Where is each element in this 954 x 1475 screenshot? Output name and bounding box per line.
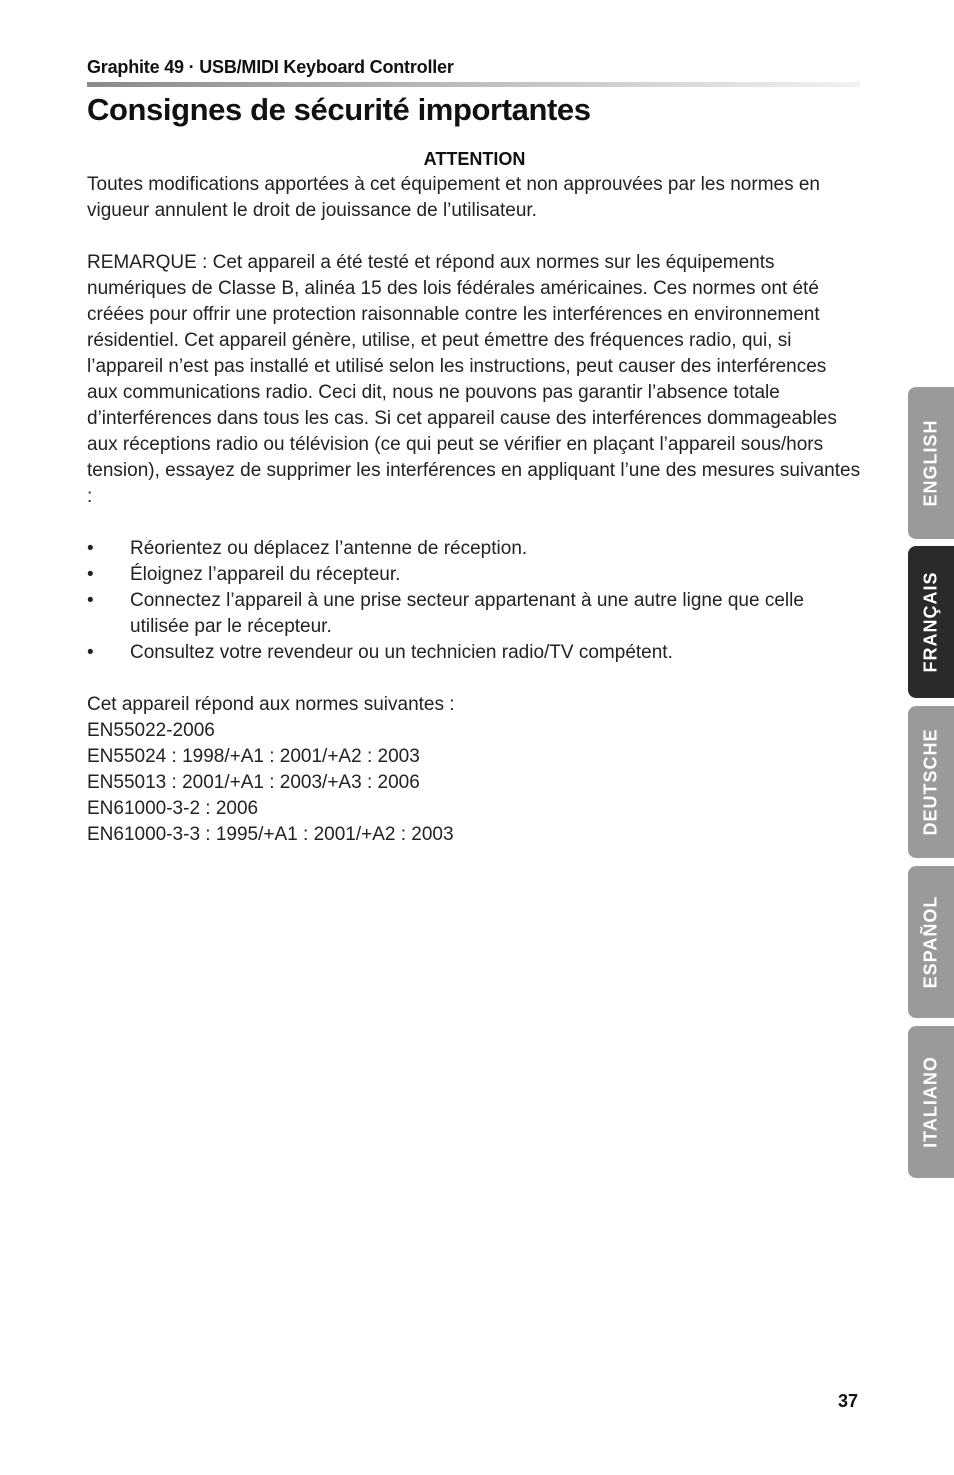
bullet-icon: •: [87, 538, 94, 559]
remark-paragraph: REMARQUE : Cet appareil a été testé et répond aux normes sur les équipements numériques de Classe B, alinéa 15 des lois fédérales américaines. Ces normes ont été créées pour offrir une protection raisonnable contre les interférences en environnement résidentiel. Cet appareil génère, utilise, et peut émettre des fréquences radio, qui, si l’appareil n’est pas installé et utilisé selon les instructions, peut causer des interférences aux communications radio. Ceci dit, nous ne pouvons pas garantir l’absence totale d’interférences dans tous les cas. Si cet appareil cause des interférences dommageables aux réceptions radio ou télévision (ce qui peut se vérifier en plaçant l’appareil sous/hors tension), essayez de supprimer les interférences en appliquant l’une des mesures suivantes :: [87, 252, 861, 507]
attention-heading: ATTENTION: [423, 149, 526, 169]
list-item-text: Éloignez l’appareil du récepteur.: [130, 564, 401, 585]
measures-list: [87, 536, 862, 666]
list-item: [87, 640, 862, 666]
list-item-text: Consultez votre revendeur ou un technicien radio/TV compétent.: [130, 642, 673, 663]
bullet-icon: •: [87, 564, 94, 585]
warning-paragraph: Toutes modifications apportées à cet équipement et non approuvées par les normes en vigueur annulent le droit de jouissance de l’utilisateur.: [87, 174, 821, 221]
tab-espanol[interactable]: [908, 866, 954, 1018]
list-item: [87, 588, 862, 640]
standard-item: EN55024 : 1998/+A1 : 2001/+A2 : 2003: [87, 746, 420, 767]
list-item-text: Connectez l’appareil à une prise secteur appartenant à une autre ligne que celle utilisée par le récepteur.: [130, 590, 804, 637]
list-item: [87, 562, 862, 588]
bullet-icon: •: [87, 590, 94, 611]
tab-english[interactable]: [908, 387, 954, 539]
list-item: [87, 536, 862, 562]
bullet-icon: •: [87, 642, 94, 663]
header-rule: [87, 82, 860, 87]
page-number: 37: [838, 1391, 859, 1411]
standard-item: EN61000-3-2 : 2006: [87, 798, 259, 819]
tab-label: ESPAÑOL: [920, 895, 941, 989]
standards-intro: Cet appareil répond aux normes suivantes :: [87, 694, 455, 715]
standard-item: EN55022-2006: [87, 720, 215, 741]
list-item-text: Réorientez ou déplacez l’antenne de réception.: [130, 538, 528, 559]
standard-item: EN61000-3-3 : 1995/+A1 : 2001/+A2 : 2003: [87, 824, 454, 845]
page-title: Consignes de sécurité importantes: [87, 92, 591, 127]
main-content: [87, 146, 862, 848]
tab-label: ITALIANO: [920, 1056, 941, 1148]
tab-francais[interactable]: [908, 546, 954, 698]
standard-item: EN55013 : 2001/+A1 : 2003/+A3 : 2006: [87, 772, 420, 793]
tab-italiano[interactable]: [908, 1026, 954, 1178]
running-header: Graphite 49 · USB/MIDI Keyboard Controller: [87, 57, 454, 77]
tab-label: DEUTSCHE: [920, 728, 941, 836]
tab-deutsche[interactable]: [908, 706, 954, 858]
tab-label: ENGLISH: [920, 419, 941, 507]
tab-label: FRANÇAIS: [920, 571, 941, 673]
standards-list: [87, 692, 862, 848]
